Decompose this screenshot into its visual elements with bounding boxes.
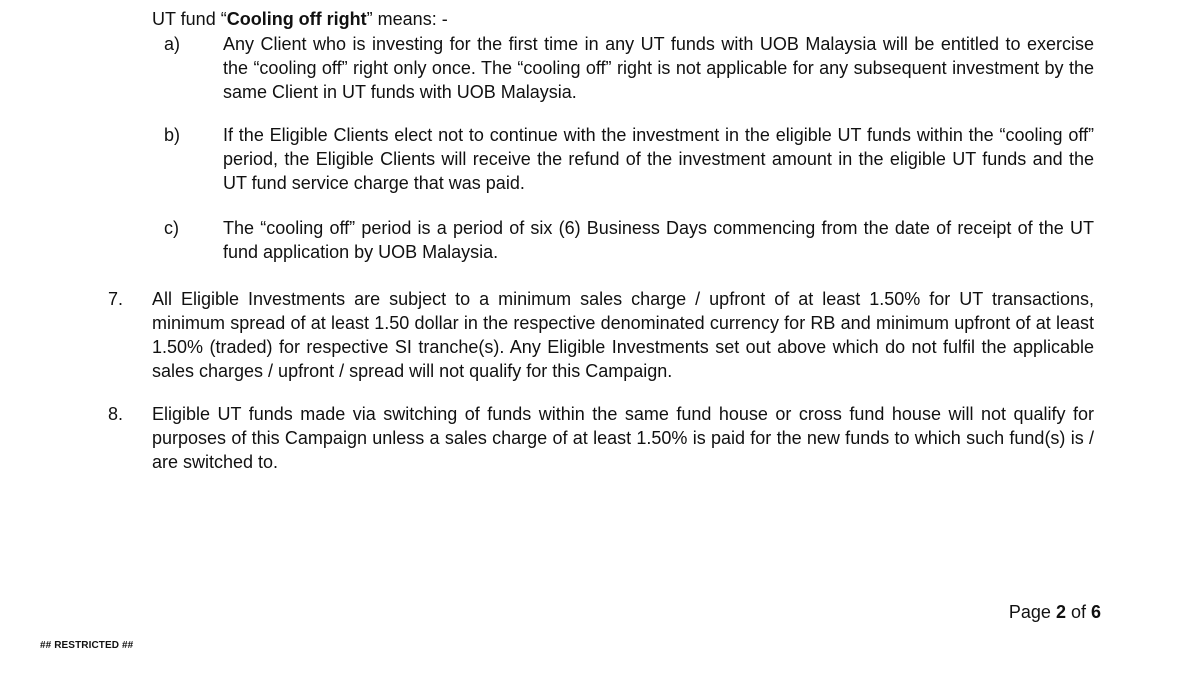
page-of: of [1065, 602, 1091, 622]
sub-item-text: The “cooling off” period is a period of six (6) Business Days commencing from the date of receipt of the UT fund application by UOB Malaysia. [223, 218, 1094, 262]
classification-label: ## RESTRICTED ## [40, 640, 134, 651]
page-number [1009, 600, 1101, 624]
clause-text: All Eligible Investments are subject to a minimum sales charge / upfront of at least 1.50% for UT transactions, minimum spread of at least 1.50 dollar in the respective denominated currency for RB and minimum upfront of at least 1.50% (traded) for respective SI tranche(s). Any Eligible Investments set out above which do not fulfil the applicable sales charges / upfront / spread will not qualify for this Campaign. [152, 289, 1094, 381]
clause-text: Eligible UT funds made via switching of funds within the same fund house or cross fund house will not qualify for purposes of this Campaign unless a sales charge of at least 1.50% is paid for the new funds to which such fund(s) is / are switched to. [152, 404, 1094, 472]
page-label: Page [1008, 602, 1056, 622]
cooling-off-term: Cooling off right [226, 9, 367, 29]
page-total: 6 [1090, 602, 1101, 622]
sub-item-marker: c) [164, 218, 179, 238]
clause-number: 8. [108, 404, 124, 424]
intro-prefix: UT fund “ [152, 9, 227, 29]
sub-item-text: If the Eligible Clients elect not to continue with the investment in the eligible UT funds within the “cooling off” period, the Eligible Clients will receive the refund of the investment amount in the eligible UT funds and the UT fund service charge that was paid. [223, 125, 1094, 193]
sub-item-text: Any Client who is investing for the first time in any UT funds with UOB Malaysia will be entitled to exercise the “cooling off” right only once. The “cooling off” right is not applicable for any subsequent investment by the same Client in UT funds with UOB Malaysia. [223, 34, 1094, 102]
sub-item-marker: a) [164, 34, 181, 54]
intro-suffix: ” means: - [366, 9, 448, 29]
sub-item-marker: b) [164, 125, 181, 145]
clause-number: 7. [108, 289, 124, 309]
page-current: 2 [1055, 602, 1066, 622]
cooling-off-definition-intro [152, 7, 448, 31]
